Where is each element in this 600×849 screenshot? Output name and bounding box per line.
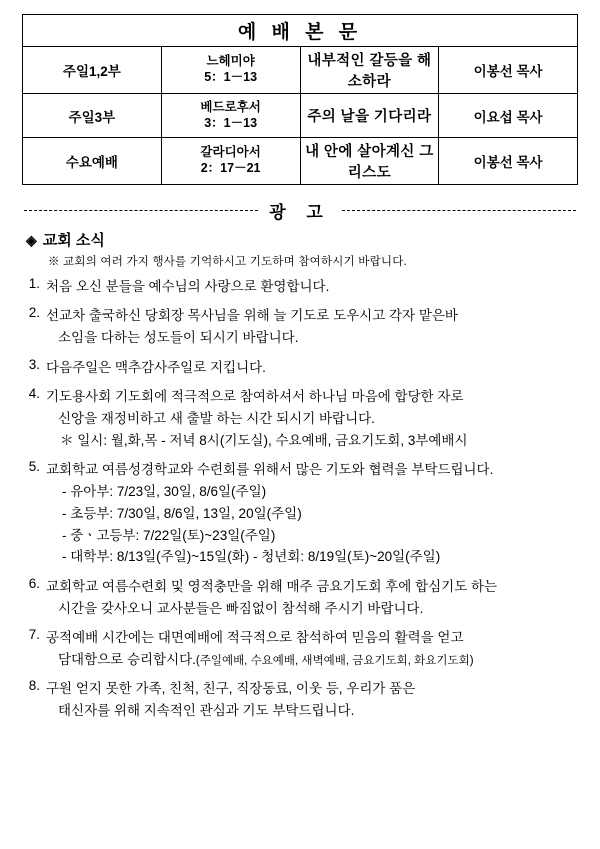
sermon-title: 주의 날을 기다리라 <box>300 94 439 138</box>
table-row <box>23 94 578 138</box>
sermon-title: 내 안에 살아계신 그리스도 <box>300 138 439 185</box>
item-body <box>46 276 578 298</box>
list-item <box>22 627 578 671</box>
scripture-verses: 2：17－21 <box>200 161 261 175</box>
service-part: 수요예배 <box>23 138 162 185</box>
worship-title-row <box>23 15 578 47</box>
preacher-name: 이봉선 목사 <box>439 47 578 94</box>
item-number: 4. <box>28 385 40 401</box>
scripture-reference <box>161 138 300 185</box>
item-number: 3. <box>28 356 40 372</box>
list-item <box>22 305 578 349</box>
item-number: 2. <box>28 305 40 321</box>
notice-list <box>22 276 578 722</box>
item-subline: - 초등부: 7/30일, 8/6일, 13일, 20일(주일) <box>62 505 302 521</box>
scripture-book: 느헤미야 <box>206 54 255 69</box>
item-line-text: 담대함으로 승리합시다. <box>58 651 196 667</box>
item-subline: - 대학부: 8/13일(주일)~15일(화) - 청년회: 8/19일(토)~20일(주일) <box>62 549 441 565</box>
worship-table-title: 예 배 본 문 <box>23 15 578 47</box>
item-line: 교회학교 여름수련회 및 영적충만을 위해 매주 금요기도회 후에 합심기도 하는 <box>46 578 498 594</box>
item-number: 5. <box>28 459 40 475</box>
item-number: 7. <box>28 627 40 643</box>
item-body <box>46 576 578 620</box>
item-number: 1. <box>28 276 40 291</box>
item-line: 신앙을 재정비하고 새 출발 하는 시간 되시기 바랍니다. <box>58 410 375 426</box>
item-subline: - 유아부: 7/23일, 30일, 8/6일(주일) <box>62 483 267 499</box>
item-body <box>46 459 578 568</box>
announcement-heading <box>24 198 576 223</box>
list-item <box>22 276 578 298</box>
scripture-verses: 3：1－13 <box>204 115 258 130</box>
divider-right <box>342 210 576 211</box>
preacher-name: 이봉선 목사 <box>439 138 578 185</box>
item-schedule-line: ＊ 일시: 월,화,목 - 저녁 8시(기도실), 수요예배, 금요기도회, 3부예배시 <box>60 432 468 448</box>
item-body <box>46 305 578 349</box>
item-line: 시간을 갖사오니 교사분들은 빠짐없이 참석해 주시기 바랍니다. <box>58 600 424 616</box>
item-line <box>46 649 578 671</box>
table-row <box>23 138 578 185</box>
notice-title-text: 교회 소식 <box>42 232 105 249</box>
scripture-reference <box>161 47 300 94</box>
notice-subnote: ※ 교회의 여러 가지 행사를 기억하시고 기도하며 참여하시기 바랍니다. <box>48 256 407 268</box>
item-line: 선교차 출국하신 당회장 목사님을 위해 늘 기도로 도우시고 각자 맡은바 <box>46 308 458 324</box>
notice-section-title <box>26 229 578 250</box>
item-body <box>46 627 578 671</box>
list-item <box>22 357 578 379</box>
list-item <box>22 576 578 620</box>
item-line: 구원 얻지 못한 가족, 친척, 친구, 직장동료, 이웃 등, 우리가 품은 <box>46 681 416 697</box>
item-number: 6. <box>28 575 40 591</box>
item-line: 다음주일은 맥추감사주일로 지킵니다. <box>46 359 266 375</box>
preacher-name: 이요섭 목사 <box>439 94 578 138</box>
item-number: 8. <box>28 678 40 694</box>
list-item <box>22 459 578 568</box>
item-line: 처음 오신 분들을 예수님의 사랑으로 환영합니다. <box>46 279 330 294</box>
scripture-reference <box>161 94 300 138</box>
scripture-book: 베드로후서 <box>200 99 261 114</box>
scripture-book: 갈라디아서 <box>200 145 261 160</box>
item-line: 태신자를 위해 지속적인 관심과 기도 부탁드립니다. <box>58 703 355 719</box>
item-subline: - 중ㆍ고등부: 7/22일(토)~23일(주일) <box>62 527 276 543</box>
list-item <box>22 386 578 452</box>
item-line: 소임을 다하는 성도들이 되시기 바랍니다. <box>58 330 299 346</box>
service-part: 주일3부 <box>23 94 162 138</box>
announcement-label: 광 고 <box>269 203 331 222</box>
item-line: 기도용사회 기도회에 적극적으로 참여하셔서 하나님 마음에 합당한 자로 <box>46 388 464 404</box>
sermon-title: 내부적인 갈등을 해소하라 <box>300 47 439 94</box>
item-body <box>46 386 578 452</box>
diamond-icon: ◈ <box>26 232 37 248</box>
item-line-note: (주일예배, 수요예배, 새벽예배, 금요기도회, 화요기도회) <box>195 654 474 667</box>
item-line: 공적예배 시간에는 대면예배에 적극적으로 참석하여 믿음의 활력을 얻고 <box>46 630 464 646</box>
item-body <box>46 678 578 722</box>
item-line: 교회학교 여름성경학교와 수련회를 위해서 많은 기도와 협력을 부탁드립니다. <box>46 462 494 478</box>
worship-table <box>22 14 578 185</box>
service-part: 주일1,2부 <box>23 47 162 94</box>
item-body <box>46 357 578 379</box>
table-row <box>23 47 578 94</box>
list-item <box>22 678 578 722</box>
scripture-verses: 5：1－13 <box>204 70 258 84</box>
divider-left <box>24 210 258 211</box>
